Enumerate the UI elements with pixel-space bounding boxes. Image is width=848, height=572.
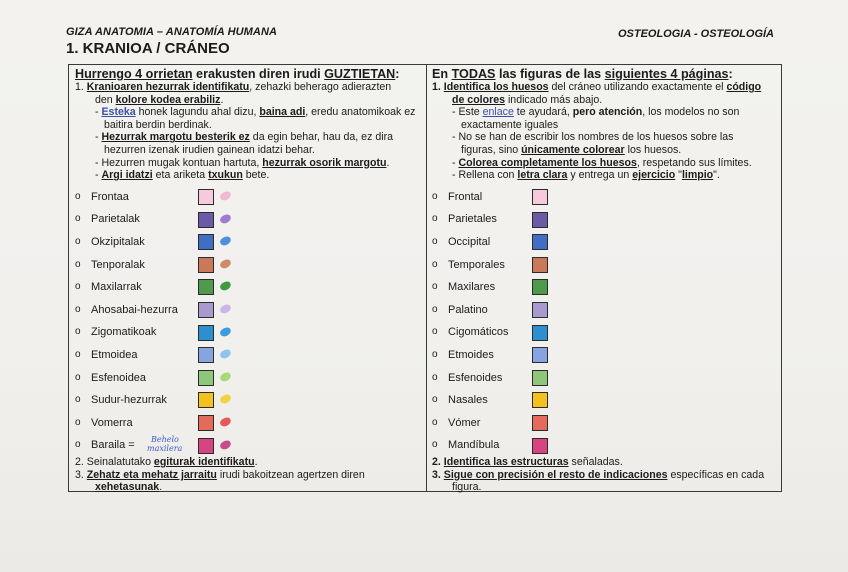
right-footer (432, 456, 776, 494)
right-bullet-2-cont (432, 144, 776, 157)
handwritten-note-2: maxilera (147, 443, 183, 453)
right-bone-name: Palatino (448, 303, 488, 316)
right-color-swatch[interactable] (532, 438, 548, 454)
right-column (432, 65, 776, 494)
left-bone-item (75, 276, 419, 298)
bullet-icon: o (75, 348, 81, 360)
right-s1-c: del cráneo utilizando exactamente el (548, 81, 727, 93)
left-bone-item (75, 367, 419, 389)
left-bone-item (75, 344, 419, 366)
left-color-swatch[interactable] (198, 438, 214, 454)
left-bone-item (75, 412, 419, 434)
right-bone-name: Mandíbula (448, 439, 500, 452)
right-b2-d: los huesos. (624, 143, 682, 156)
left-bullet-1-cont: baitira berdin berdinak. (104, 118, 212, 131)
right-bullet-4 (432, 169, 776, 182)
bullet-icon: o (432, 416, 438, 428)
left-bullet-1 (75, 106, 419, 119)
left-s1-a: Kranioaren hezurrak identifikatu (86, 81, 250, 93)
header-right: OSTEOLOGIA - OSTEOLOGÍA (617, 28, 774, 40)
bullet-icon: o (75, 213, 81, 225)
left-bone-name: Baraila = (91, 439, 135, 452)
right-bone-name: Occipital (448, 235, 491, 248)
enlace-link[interactable]: enlace (482, 106, 514, 119)
right-b1-e: , los modelos no son (642, 106, 740, 119)
left-b2-b: Hezurrak margotu besterik ez (101, 131, 250, 144)
left-bone-name: Sudur-hezurrak (91, 394, 167, 407)
color-test-scribble (219, 349, 232, 360)
left-s1-c: den (95, 93, 116, 106)
right-bone-item (432, 186, 776, 208)
left-bone-item (75, 389, 419, 411)
left-bullet-3 (75, 157, 419, 170)
bullet-icon: o (432, 371, 438, 383)
right-f2-b: Identifica las estructuras (443, 456, 569, 468)
left-color-swatch[interactable] (198, 415, 214, 431)
left-bone-name: Okzipitalak (91, 235, 145, 248)
bullet-icon: o (432, 213, 438, 225)
right-b2-c: únicamente colorear (521, 143, 625, 156)
bullet-icon: o (75, 258, 81, 270)
right-step-3-cont: figura. (452, 481, 482, 494)
bullet-icon: o (432, 439, 438, 451)
color-test-scribble (219, 439, 232, 450)
left-color-swatch[interactable] (198, 279, 214, 295)
right-bone-list (432, 186, 776, 456)
left-bullet-2-cont: hezurren izenak irudien gainean idatzi behar. (104, 143, 315, 156)
right-f3-a: 3. (432, 468, 444, 481)
left-heading-d: : (395, 67, 400, 81)
color-test-scribble (219, 258, 232, 269)
left-bone-item (75, 209, 419, 231)
left-b1-e: , eredu anatomikoak ez (305, 106, 416, 119)
left-color-swatch[interactable] (198, 189, 214, 205)
right-s1-a: 1. (432, 81, 444, 93)
left-color-swatch[interactable] (198, 257, 214, 273)
right-color-swatch[interactable] (532, 370, 548, 386)
right-b3-b: Colorea completamente los huesos (458, 156, 637, 169)
bullet-icon: o (432, 235, 438, 247)
right-b4-c: y entrega un (567, 169, 633, 182)
right-bone-item (432, 209, 776, 231)
left-bone-item (75, 186, 419, 208)
esteka-link[interactable]: Esteka (101, 106, 136, 119)
left-bone-name: Frontaa (91, 190, 129, 203)
right-b4-f: limpio (681, 169, 714, 182)
bullet-icon: o (75, 281, 81, 293)
left-bullet-4 (75, 169, 419, 182)
bullet-icon: o (75, 303, 81, 315)
right-color-swatch[interactable] (532, 415, 548, 431)
left-s1-d: kolore kodea erabiliz (115, 93, 221, 106)
bullet-icon: o (432, 348, 438, 360)
right-f2-c: señaladas. (568, 456, 623, 468)
right-bone-name: Cigomáticos (448, 326, 509, 339)
color-test-scribble (219, 326, 232, 337)
right-b4-e: " (675, 169, 682, 182)
right-bone-item (432, 231, 776, 253)
right-bullet-2: - No se han de escribir los nombres de los huesos sobre las (452, 131, 734, 144)
right-color-swatch[interactable] (532, 392, 548, 408)
right-bone-item (432, 435, 776, 457)
left-heading-a: Hurrengo 4 orrietan (75, 67, 193, 81)
right-b1-d: pero atención (572, 106, 643, 119)
right-color-swatch[interactable] (532, 189, 548, 205)
left-bone-name: Esfenoidea (91, 371, 147, 384)
right-bone-item (432, 254, 776, 276)
right-heading-c: las figuras de las (495, 67, 605, 81)
right-bone-name: Maxilares (448, 281, 496, 294)
right-bullet-1 (432, 106, 776, 119)
color-test-scribble (219, 371, 232, 382)
handwritten-note-1: Behelo (151, 434, 179, 444)
right-step-1-cont (432, 94, 776, 107)
left-b1-c: honek lagundu ahal dizu, (135, 106, 260, 119)
left-bone-name: Tenporalak (91, 258, 145, 271)
color-test-scribble (219, 394, 232, 405)
left-bone-list (75, 186, 419, 456)
right-s1-f: indicado más abajo. (505, 93, 603, 106)
right-b4-d: ejercicio (632, 169, 676, 182)
color-test-scribble (219, 236, 232, 247)
left-column (75, 65, 419, 494)
right-color-swatch[interactable] (532, 279, 548, 295)
page-title: 1. KRANIOA / CRÁNEO (66, 40, 230, 57)
right-step-1 (432, 81, 776, 94)
right-bone-item (432, 276, 776, 298)
right-bone-name: Etmoides (448, 348, 494, 361)
left-f3-e: . (159, 481, 163, 494)
left-bone-item (75, 231, 419, 253)
left-b3-c: . (386, 156, 390, 169)
left-bone-name: Etmoidea (91, 348, 138, 361)
left-step-1 (75, 81, 419, 94)
left-bone-item (75, 299, 419, 321)
right-bullet-3 (432, 157, 776, 170)
right-bone-name: Nasales (448, 394, 488, 407)
bullet-icon: o (432, 258, 438, 270)
left-s1-b: , zehazki beherago adierazten (249, 81, 392, 93)
bullet-icon: o (432, 190, 438, 202)
right-heading (432, 67, 776, 81)
right-bone-item (432, 322, 776, 344)
bullet-icon: o (75, 439, 81, 451)
right-b3-a: - (452, 156, 459, 169)
left-f3-b: Zehatz eta mehatz jarraitu (86, 468, 217, 481)
bullet-icon: o (432, 303, 438, 315)
right-color-swatch[interactable] (532, 257, 548, 273)
color-test-scribble (219, 281, 232, 292)
right-bone-name: Temporales (448, 258, 505, 271)
bullet-icon: o (432, 394, 438, 406)
left-color-swatch[interactable] (198, 302, 214, 318)
color-test-scribble (219, 190, 232, 201)
left-heading-b: erakusten diren irudi (192, 67, 325, 81)
left-f2-b: egiturak identifikatu (153, 456, 255, 468)
color-test-scribble (219, 213, 232, 224)
right-f2-a: 2. (432, 456, 444, 468)
right-f3-b: Sigue con precisión el resto de indicaciones (443, 468, 668, 481)
right-bone-item (432, 344, 776, 366)
left-color-swatch[interactable] (198, 212, 214, 228)
left-bone-name: Parietalak (91, 213, 140, 226)
color-test-scribble (219, 303, 232, 314)
right-step-2 (432, 456, 776, 469)
header-subtitle: GIZA ANATOMIA – ANATOMÍA HUMANA (66, 26, 278, 38)
bullet-icon: o (75, 235, 81, 247)
left-step-1-cont (75, 94, 419, 107)
instruction-table (68, 64, 782, 492)
header-left (66, 26, 277, 57)
left-b2-c: da egin behar, hau da, ez dira (249, 131, 393, 144)
right-bone-item (432, 299, 776, 321)
left-b3-b: hezurrak osorik margotu (262, 156, 387, 169)
left-bullet-2 (75, 131, 419, 144)
bullet-icon: o (75, 416, 81, 428)
left-b4-d: txukun (208, 169, 243, 182)
left-step-2 (75, 456, 419, 469)
right-b1-c: te ayudará, (513, 106, 573, 119)
right-b4-b: letra clara (517, 169, 568, 182)
right-bone-item (432, 389, 776, 411)
left-bone-item (75, 322, 419, 344)
left-b4-e: bete. (242, 169, 270, 182)
right-s1-d: código (726, 81, 762, 93)
left-color-swatch[interactable] (198, 392, 214, 408)
left-f2-c: . (254, 456, 258, 468)
right-bone-name: Vómer (448, 416, 481, 429)
right-bullet-1-cont: exactamente iguales (461, 118, 559, 131)
right-bone-item (432, 412, 776, 434)
left-f3-a: 3. (75, 468, 87, 481)
left-bone-name: Maxilarrak (91, 281, 142, 294)
left-heading (75, 67, 419, 81)
bullet-icon: o (75, 371, 81, 383)
bullet-icon: o (75, 326, 81, 338)
left-b1-a: - (95, 106, 102, 119)
right-b2-b: figuras, sino (461, 143, 522, 156)
right-color-swatch[interactable] (532, 234, 548, 250)
column-divider (426, 65, 427, 491)
left-footer (75, 456, 419, 494)
right-heading-a: En (432, 67, 452, 81)
left-b4-b: Argi idatzi (101, 169, 153, 182)
left-b1-d: baina adi (259, 106, 306, 119)
bullet-icon: o (75, 190, 81, 202)
left-s1-e: . (220, 93, 224, 106)
left-bone-name: Ahosabai-hezurra (91, 303, 178, 316)
left-f3-d: xehetasunak (95, 481, 160, 494)
left-color-swatch[interactable] (198, 370, 214, 386)
left-heading-c: GUZTIETAN (324, 67, 396, 81)
right-bone-item (432, 367, 776, 389)
left-bone-item (75, 435, 419, 457)
right-bone-name: Esfenoides (448, 371, 503, 384)
right-f3-c: específicas en cada (667, 468, 765, 481)
left-bone-name: Zigomatikoak (91, 326, 157, 339)
right-b1-a: - Este (452, 106, 483, 119)
left-color-swatch[interactable] (198, 347, 214, 363)
right-bone-name: Frontal (448, 190, 483, 203)
left-bone-item (75, 254, 419, 276)
right-color-swatch[interactable] (532, 212, 548, 228)
left-f3-c: irudi bakoitzean agertzen diren (216, 468, 365, 481)
right-heading-d: siguientes 4 páginas (604, 67, 729, 81)
left-b4-a: - (95, 169, 102, 182)
bullet-icon: o (432, 326, 438, 338)
bullet-icon: o (432, 281, 438, 293)
left-s1-num: 1. (75, 81, 87, 93)
right-color-swatch[interactable] (532, 302, 548, 318)
right-heading-e: : (728, 67, 733, 81)
right-color-swatch[interactable] (532, 347, 548, 363)
left-b4-c: eta ariketa (152, 169, 209, 182)
right-b4-g: ". (713, 169, 720, 182)
right-s1-e: de colores (452, 93, 505, 106)
color-test-scribble (219, 416, 232, 427)
bullet-icon: o (75, 394, 81, 406)
left-b3-a: - Hezurren mugak kontuan hartuta, (95, 156, 263, 169)
left-step-3 (75, 469, 419, 482)
right-color-swatch[interactable] (532, 325, 548, 341)
left-color-swatch[interactable] (198, 234, 214, 250)
right-b3-c: , respetando sus límites. (636, 156, 752, 169)
left-f2-a: 2. Seinalatutako (75, 456, 154, 468)
left-b2-a: - (95, 131, 102, 144)
left-step-3-cont (75, 481, 419, 494)
right-step-3 (432, 469, 776, 482)
right-s1-b: Identifica los huesos (443, 81, 549, 93)
left-color-swatch[interactable] (198, 325, 214, 341)
right-heading-b: TODAS (451, 67, 496, 81)
right-bone-name: Parietales (448, 213, 497, 226)
right-b4-a: - Rellena con (452, 169, 518, 182)
left-bone-name: Vomerra (91, 416, 133, 429)
